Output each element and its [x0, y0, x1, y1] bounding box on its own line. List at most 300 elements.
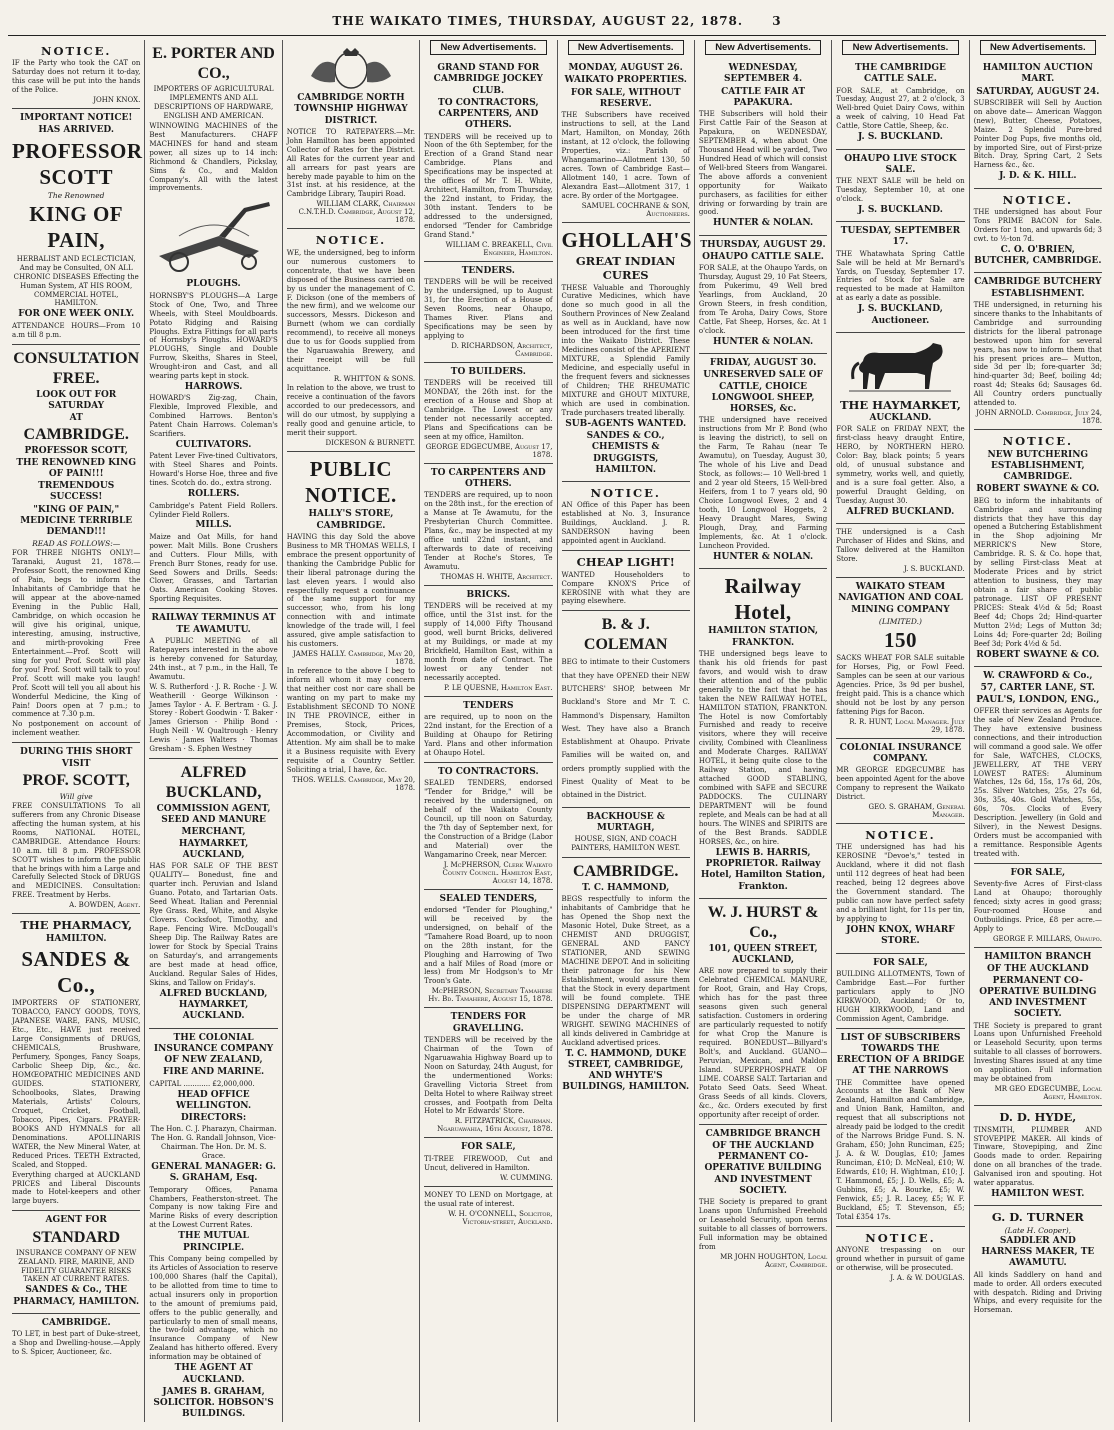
ad-signature: A. BOWDEN, Agent. [69, 901, 141, 910]
firewood-ad [424, 1138, 552, 1186]
bricks-ad [424, 586, 552, 697]
ad-body: THE undersigned has had his KEROSINE "Devoe's," tested in Auckland, where it did not flash until 112 degrees of heat had been reached, being 12 degrees above the Government standard. The public can now have perfect safety and a brilliant light, for 11s per tin, by applying to [836, 843, 965, 924]
brewery-notice-ad [287, 229, 415, 451]
ad-body: TENDERS will be received till MONDAY, the 26th inst. for the erection of a House and Shop at Cambridge. The Lowest or any tender not necessarily accepted. Plans and Specifications can be seen at my office, Hamilton. [424, 379, 553, 441]
ad-lead: LOOK OUT FOR SATURDAY [36, 389, 117, 411]
ad-heading: SEALED TENDERS, [439, 893, 538, 904]
ad-body: HORNSBY'S PLOUGHS—A Large Stock of One, Two, and Three Wheels, with Steel Mouldboards. Potato Ridging and Raising Ploughs. Extra Fittings for all parts of Hornsby's Ploughs. HOWARD'S PLOUGHS, Single and Double Furrow, Skeiths, Shares in Steel, Wrought-iron and Cast, and all wearing parts kept in stock. [149, 291, 278, 381]
hammond-chemist-ad [562, 858, 690, 1098]
ad-sub: 57, CARTER LANE, ST. PAUL'S, LONDON, ENG., [976, 683, 1100, 705]
ad-manager: GENERAL MANAGER: G. S. GRAHAM, Esq. [151, 1162, 276, 1184]
standard-insurance-ad [12, 1211, 140, 1314]
pharmacy-ad [12, 914, 140, 1211]
ad-sub: HALLY'S STORE, CAMBRIDGE. [308, 509, 394, 531]
tenders-house-ad [424, 262, 552, 363]
ad-title: ALFRED BUCKLAND, [165, 764, 262, 802]
ad-title-2: KING OF PAIN, [29, 202, 124, 253]
ad-sub-3: SUB-AGENTS WANTED. [565, 418, 687, 429]
ad-heading: THURSDAY, AUGUST 29. [700, 239, 826, 250]
money-to-lend-ad [424, 1187, 552, 1230]
ad-sub: OF THE AUCKLAND PERMANENT CO-OPERATIVE BUILDING AND INVESTMENT SOCIETY. [979, 964, 1097, 1020]
ad-body: SACKS WHEAT FOR SALE suitable for Horses, Pig, or Fowl Feed. Samples can be seen at our various Agencies. Price, 3s 9d per bushel, freight paid. This is a chance which should not be lost by any person fattening Pigs for Bacon. [836, 654, 965, 716]
ad-signature: JOHN KNOX, WHARF STORE. [846, 925, 955, 947]
ad-body: FOR SALE, at the Ohaupo Yards, on Thursday, August 29, 10 Fat Steers, from Pukerimu, 49 Well bred Yearlings, from Auckland, 20 Grown Steers, in fresh condition, from Te Aroha, Dairy Cows, Store Cattle, Fat Sheep, Horses, &c. At 1 o'clock. [698, 264, 828, 335]
ohaupo-cattle-sale-ad [699, 236, 827, 354]
grand-stand-ad [424, 59, 552, 262]
ad-body-2: In relation to the above, we trust to receive a continuation of the favors accorded to our predecessors, and will do our utmost, by supplying a really good and genuine article, to merit their support. [286, 384, 416, 437]
ad-body: TI-TREE FIREWOOD, Cut and Uncut, delivered in Hamilton. [424, 1154, 553, 1172]
ad-body: BUILDING ALLOTMENTS, Town of Cambridge East.—For further particulars apply to JNO KIRKWOOD, Auckland; Or to, HUGH KIRKWOOD, Land and Commission Agent, Cambridge. [836, 969, 965, 1023]
ad-heading: OHAUPO LIVE STOCK SALE. [844, 153, 957, 175]
ad-signature: HUNTER & NOLAN. [712, 218, 814, 229]
ad-heading: TO CONTRACTORS. [438, 766, 539, 777]
ad-names: W. S. Rutherford · J. R. Roche · J. W. Weatherill · George Wilkinson · James Taylor · A. F. Bertram · G. J. Storey · Robert Goodwin · T. Baker · James Grierson · Philip Bond · Hugh Neill · W. Qualtrough · Henry Lewis · James Walters · Thomas Gresham · S. Ephen Westney [149, 682, 278, 754]
trespass-notice-ad [836, 1227, 964, 1286]
ad-success: TREMENDOUS SUCCESS! [38, 481, 115, 503]
ad-heading: WEDNESDAY, SEPTEMBER 4. [724, 63, 803, 85]
ad-body: THE undersigned begs leave to thank his old friends for past favors, and would wish to draw their attention and of the public generally to the fact that he has taken the NEW RAILWAY HOTEL, HAMILTON STATION, FRANKTON. The Hotel is now Comfortably Furnished and ready to receive visitors, where they will receive civility, Combined with Cleanliness and Moderate Charges. RAILWAY HOTEL, it being quite close to the Railway Station, and having attached GOOD STABLING, combined with SAFE and SECURE PADDOCKS. The CULINARY DEPARTMENT will be found replete, and Meals can be had at all hours. The WINES and SPIRITS are of the Best Brands. SADDLE HORSES, &c., on hire. [698, 649, 828, 846]
ad-sub: FIRE AND MARINE. [163, 1067, 265, 1078]
railway-terminus-ad [149, 609, 277, 759]
ad-signature: J. S. BUCKLAND. [858, 132, 943, 143]
ad-body: FOR SALE, at Cambridge, on Tuesday, August 27, at 2 o'clock, 3 Well-bred Quiet Dairy Cows, within a week of calving, 10 Head Fat Cattle, Store Cattle, Sheep, &c. [836, 86, 965, 131]
ad-body: MONEY TO LEND on Mortgage, at the usual rate of interest. [424, 1190, 553, 1208]
hamilton-building-society-ad [974, 948, 1102, 1106]
ad-body: Cambridge's Patent Field Rollers. Cylinder Field Rollers. [149, 501, 278, 519]
ad-heading: NOTICE. [315, 233, 387, 248]
ad-body: A PUBLIC MEETING of all Ratepayers interested in the above is hereby convened for Saturday, 24th inst., at 7 p.m., in the Hall, Te Awamutu. [149, 636, 278, 681]
ad-body: NOTICE TO RATEPAYERS.—Mr. John Hamilton has been appointed Collector of Rates for the District. All Rates for the current year and all arrears for past years are hereby made payable to him on the 31st inst. at his residence, at the Cambridge Library, Taupiri Road. [286, 127, 416, 199]
ad-signature: J. S. BUCKLAND. [858, 204, 943, 215]
column-6 [695, 40, 832, 1422]
ad-body: THE Society is prepared to grant Loans upon Unfurnished Freehold or Leasehold Security, upon terms suitable to all classes of borrowers. Full information may be obtained from [698, 1198, 828, 1251]
swayne-butchering-ad [974, 430, 1102, 667]
ad-heading: FOR SALE, [1010, 868, 1066, 879]
ad-body: WINNOWING MACHINES of the Best Manufacturers. CHAFF MACHINES for hand and steam power, all sizes up to 14 inch: Richmond & Chandlers, Pickslay, Sims & Co., and Maldon Company's. All with the latest improvements. [149, 121, 278, 193]
railway-hotel-ad [699, 569, 827, 899]
prof-scott-visit-ad [12, 743, 140, 914]
steam-navigation-ad [836, 578, 964, 739]
ad-town: CAMBRIDGE. [23, 426, 129, 444]
ad-signature: R. R. HUNT, Local Manager. July 29, 1878. [849, 717, 965, 734]
ad-demand: "KING OF PAIN," MEDICINE TERRIBLE DEMAND!!! [20, 504, 133, 538]
ad-sub: UNRESERVED SALE OF CATTLE, CHOICE LONGWOOL SHEEP, HORSES, &c. [703, 370, 823, 415]
section-tab: New Advertisements. [980, 40, 1096, 55]
ad-body: BEGS respectfully to inform the inhabitants of Cambridge that he has Opened the Shop next the Masonic Hotel, Duke Street, as a CHEMIST AND DRUGGIST, GENERAL AND FANCY STATIONER, AND SEWING MACHINE DEPOT. And in soliciting their patronage for his New Establishment, would assure them that the Stock in every department will be found complete. THE DISPENSING DEPARTMENT will be under the charge of MR WRIGHT. SEWING MACHINES of all kinds delivered in Cambridge at Auckland advertised prices. [561, 895, 690, 1047]
haymarket-horse-ad [836, 333, 964, 524]
ad-heading: TO BUILDERS. [450, 366, 526, 377]
notice-cat [12, 40, 140, 109]
consultation-ad [12, 345, 140, 744]
cambridge-cattle-sale-ad [836, 59, 964, 150]
ad-signature: JAMES B. GRAHAM, SOLICITOR. HOBSON'S BUILDINGS. [153, 1386, 274, 1420]
ad-body: WANTED Householders to Compare KNOX'S Price of KEROSINE with what they are paying elsewhere. [561, 570, 690, 606]
ad-signature: J. A. & W. DOUGLAS. [890, 1274, 965, 1282]
ad-heading: THE PHARMACY, [20, 918, 133, 933]
plough-illustration-icon [149, 196, 279, 276]
column-2 [145, 40, 282, 1422]
ad-body: HAVING this day Sold the above Business to MR THOMAS WELLS, I embrace the present opportunity of thanking the Cambridge Public for their liberal patronage during the last eleven years. I would also respectfully request a continuance of the same support for my successor, who, from his long connection with and intimate knowledge of the trade will, I feel assured, give ample satisfaction to his customers. [286, 532, 416, 649]
ad-sub: WAIKATO PROPERTIES. [564, 75, 687, 86]
column-7 [832, 40, 969, 1422]
ad-signature: W. CUMMING. [500, 1173, 553, 1182]
ad-signature: ROBERT SWAYNE & CO. [976, 649, 1100, 660]
ad-body: TENDERS are required, up to noon on the 28th inst., for the erection of a Manse at Te Awamutu, for the Presbyterian Church Committee. Plans, &c., may be inspected at my office until 22nd instant, and afterwards to date of receiving Tender at Roche's Stores, Te Awamutu. [424, 491, 553, 571]
ad-body: WE, the undersigned, beg to inform our numerous customers to concentrate, that we have been disposed of the Business carried on by us under the management of C. F. Dickson (one of the members of the new firm), and we welcome our successors, Messrs. Dickeson and Burnett (whom we can cordially recommend), to receive all moneys due to us for Goods supplied from the Ngaruawahia Brewery, and their receipt will be full acquittance. [286, 248, 416, 374]
ad-body: THE Subscribers have received instructions to sell, at the Land Mart, Hamilton, on Monday, 26th instant, at 12 o'clock, the following Properties, viz.: Parish of Whangamarino—Allotment 130, 50 acres. Town of Cambridge East—Allotment 140, 1 acre. Town of Alexandra East—Allotment 317, 1 acre. By order of the Mortgagee. [561, 111, 690, 200]
masthead [8, 14, 1106, 36]
ad-body: Patent Lever Five-tined Cultivators, with Steel Shares and Points. Howard's Horse Hoe, three and five tines. Scotch do. do., extra strong. [149, 452, 278, 488]
ad-heading: CAMBRIDGE BRANCH [705, 1128, 821, 1139]
ad-directors: The Hon. C. J. Pharazyn, Chairman. The Hon. G. Randall Johnson, Vice-Chairman. The Hon. Dr. M. S. Grace. [150, 1125, 277, 1161]
ad-title: SANDES & Co., [21, 946, 131, 998]
ad-signature: GEO. S. GRAHAM, General Manager. [868, 803, 965, 820]
ad-number: 150 [883, 627, 917, 652]
column-4 [420, 40, 557, 1422]
ad-lead: DURING THIS SHORT VISIT [20, 747, 133, 769]
ad-heading: FOR SALE, [460, 1142, 516, 1153]
ad-lead: AGENT FOR [45, 1215, 107, 1226]
ad-signature: LEWIS B. HARRIS, PROPRIETOR. Railway Hotel, Hamilton Station, Frankton. [700, 847, 826, 892]
ad-title: PUBLIC NOTICE. [305, 456, 397, 508]
ad-heading: COLONIAL INSURANCE COMPANY. [839, 742, 962, 765]
ad-heading: CONSULTATION FREE. [13, 349, 140, 387]
ad-sub-2: ROBERT SWAYNE & CO. [976, 484, 1100, 495]
alfred-buckland-ad [149, 759, 277, 1028]
ad-signature: HUNTER & NOLAN. [712, 336, 814, 347]
ad-body: HAS FOR SALE OF THE BEST QUALITY— Bonedust, fine and quarter inch. Peruvian and Island Guano. Potato, and Tartarian Oats. Seed Wheat. Italian and Perennial Rye Grass. Red, White, and Alsyke Clovers. Cocksfoot, Timothy, and Rape. Fencing Wire. McDougall's Sheep Dip. The Railway Rates are lower for Stock by Special Trains on Saturday's, and arrangements are best made at head office, Auckland. Regular Sales of Hides, Skins, and Tallow on Friday's. [149, 862, 278, 987]
hurst-manure-ad [699, 899, 827, 1125]
colonial-insurance-agent-ad [836, 739, 964, 824]
colonial-insurance-ad [149, 1029, 277, 1422]
building-allotments-ad [836, 954, 964, 1029]
ad-body: FREE CONSULTATIONS To all sufferers from any Chronic Disease affecting the human system, at his Rooms, NATIONAL HOTEL, CAMBRIDGE. Attendance Hours: 10 a.m. till 8 p.m. PROFESSOR SCOTT wishes to inform the public that he brings with him a Large and Carefully Selected Stock of DRUGS and MEDICINES. Consultation: FREE. Treatment by Herbs. [12, 801, 141, 900]
ad-sub: T. C. HAMMOND, [582, 883, 670, 894]
ad-lead: IMPORTANT NOTICE! [20, 113, 133, 124]
section-tab: New Advertisements. [430, 40, 546, 55]
ad-body: IMPORTERS OF STATIONERY, TOBACCO, FANCY GOODS, TOYS, JAPANESE WARE, FANS, MUSIC, Etc., Etc., HAVE just received Large Consignments of DRUGS, CHEMICALS, Brushware, Perfumery, Sponges, Fancy Soaps, Carbolic Sheep Dip, &c., &c. HOMŒOPATHIC MEDICINES AND GUIDES. STATIONERY, Schoolbooks, Slates, Drawing Materials, Artists' Colours, Croquet, Cricket, Football, Tobacco, Pipes, Cigars. PRAYER-BOOKS AND HYMNALS for all Denominations. APOLLINARIS WATER, the New Mineral Water, at Reduced Prices. TEETH Extracted, Scaled, and Stopped. [12, 999, 141, 1169]
ad-signature: D. RICHARDSON, Architect, Cambridge. [451, 341, 553, 358]
turner-saddler-ad [974, 1206, 1102, 1319]
coleman-butchers-ad [562, 611, 690, 807]
ad-title: PROF. SCOTT, [22, 771, 130, 789]
ad-heading: NOTICE. [865, 828, 936, 843]
ad-signature: MR GEO EDGECUMBE, Local Agent, Hamilton. [994, 1085, 1102, 1102]
whatawhata-sale-ad [836, 222, 964, 333]
ad-body: Seventy-five Acres of First-class Land at Ohaupo; thoroughly fenced; sixty acres in good grass; Four-roomed House and Outbuildings. Price, £8 per acre.—Apply to [973, 880, 1102, 934]
ad-body: THE undersigned, in returning his sincere thanks to the Inhabitants of Cambridge and surrounding districts for the liberal patronage bestowed upon him for several years, has now to inform them that his present prices are— Mutton, side 3d per lb; fore-quarter 3d; hind-quarter 3d; Beef, boiling 4d; roast 4d; Steaks 6d; Sausages 6d. All Country orders punctually attended to. [973, 300, 1102, 408]
ad-heading: NOTICE. [865, 1230, 936, 1245]
hides-purchaser-ad [836, 524, 964, 578]
ad-signature: MR JOHN HOUGHTON, Local Agent, Cambridge. [720, 1252, 828, 1269]
ad-heading: GRAND STAND FOR CAMBRIDGE JOCKEY CLUB. [433, 63, 543, 96]
ad-body: THESE Valuable and Thoroughly Curative Medicines, which have done so much good in all the Southern Provinces of New Zealand as well as in Auckland, have now been introduced for the first time into the Waikato District. These Medicines consist of the APERIENT MIXTURE, a Splendid Family Medicine, and especially useful in the frequent fevers and sicknesses of Children; THE RHEUMATIC MIXTURE and GHOUT MIXTURE, which are used in combination. Trade purchasers treated liberally. [561, 283, 690, 417]
ad-body: THE undersigned has about Four Tons PRIME BACON for Sale. Orders for 1 ton, and upwards 6d; 3 cwt. to ½-ton 7d. [973, 208, 1102, 243]
ad-title: BACKHOUSE & MURTAGH, [586, 811, 665, 833]
ad-signature: ALFRED BUCKLAND. [846, 507, 955, 518]
ad-town: HAYMARKET, AUCKLAND, [178, 838, 249, 861]
ad-body: FOR THREE NIGHTS ONLY!— Taranaki, August 21, 1878.—Professor Scott, the renowned King of Pain, begs to inform the Inhabitants of Cambridge that he will appear at the above-named Evening in the Public Hall, Cambridge, on which occasion he will give his original, unique, interesting, amusing, instructive, and mirth-provoking Free Entertainment.—Prof. Scott will sing for you! Prof. Scott will play for you! Prof. Scott will talk to you! Prof. Scott will make you laugh! Prof. Scott will tell you all about his Wonderful Medicine, the King of Pain! Doors open at 7 p.m.; to commence at 7.30 p.m. [12, 549, 141, 719]
ad-sub: OF THE AUCKLAND PERMANENT CO-OPERATIVE BUILDING AND INVESTMENT SOCIETY. [704, 1140, 822, 1196]
ad-body: Temporary Offices, Panama Chambers, Featherston-street. The Company is now taking Fire and Marine Risks of every description at the Lowest Current Rates. [149, 1185, 278, 1230]
ad-read: READ AS FOLLOWS:— [32, 539, 121, 549]
ad-town: HAMILTON. [45, 933, 107, 944]
section-tab: New Advertisements. [842, 40, 958, 55]
section-heading: THE MUTUAL PRINCIPLE. [178, 1231, 249, 1253]
ad-body: IF the Party who took the CAT on Saturday does not return it to-day, this case will be put into the hands of the Police. [12, 59, 141, 95]
ad-body: MR GEORGE EDGECUMBE has been appointed Agent for the above Company to represent the Waikato District. [836, 766, 965, 802]
ad-sub: SATURDAY, AUGUST 24. [976, 86, 1100, 97]
ad-body: BEG to inform the inhabitants of Cambridge and surrounding districts that they have this day opened a Butchering Establishment in the Shop adjoining Mr MERRICK'S New Store, Cambridge. R. S. & Co. hope that, by selling First-class Meat at Moderate Prices and by strict attention to business, they may obtain a fair share of public patronage. LIST OF PRESENT PRICES: Steak 4½d & 5d; Roast Beef 4d; Chops 2d; Hind-quarter Mutton 2½d; Legs of Mutton 3d; Loins 4d; Fore-quarter 2d; Boiling Beef 3d; Pork 4½d & 5d. [973, 496, 1102, 648]
ad-closing: Everything charged at AUCKLAND PRICES and Liberal Discounts made to Hotel-keepers and other large buyers. [12, 1170, 141, 1206]
carpenters-ad [424, 464, 552, 586]
ad-body: THE NEXT SALE will be held on Tuesday, September 10, at one o'clock. [836, 177, 965, 203]
section-heading: CULTIVATORS. [175, 440, 252, 451]
section-heading: ROLLERS. [187, 489, 240, 500]
ad-signature: P. LE QUESNE, Hamilton East. [444, 683, 553, 692]
ad-heading: NOTICE. [1002, 192, 1073, 207]
ad-body: TO LET, in best part of Duke-street, a Shop and Dwelling-house.—Apply to S. Spicer, Auctioneer, &c. [12, 1330, 141, 1357]
auction-mart-ad [974, 59, 1102, 189]
ad-body: THE undersigned have received instructions from Mr P. Bond (who is leaving the district), to sell on the Farm, Te Rahau (near Te Awamutu), on Tuesday, August 30, The whole of his Live and Dead Stock, as follows:— 10 Well-bred 1 and 2 year old Steers, 15 Well-bred Heifers, from 1 to 7 years old, 90 Choice Longwool Ewes, 2 and 4 tooth, 10 Longwool Hoggets, 2 Heavy Draught Mares, Swing Plough, Dray, and Farming Implements, &c. At 1 o'clock. Luncheon Provided. [698, 416, 828, 550]
ad-body: ANYONE trespassing on our ground whether in pursuit of game or otherwise, will be prosecuted. [836, 1246, 965, 1273]
ad-signature: HAMILTON WEST. [991, 1189, 1085, 1200]
ad-signature: JOHN ARNOLD. Cambridge, July 24, 1878. [976, 409, 1102, 426]
column-8 [970, 40, 1106, 1422]
ad-signature: SANDES & Co., THE PHARMACY, HAMILTON. [13, 1285, 140, 1307]
ad-signature: R. WHITTON & SONS. [333, 375, 416, 384]
ad-sub: CATTLE FAIR AT PAPAKURA. [721, 86, 806, 108]
ad-body: HOWARD'S Zig-zag, Chain, Flexible, Improved Flexible, and Combined Harrows. Benton's Patent Chain Harrows. Coleman's Scarifiers. [149, 394, 278, 439]
ohaupo-tenders-ad [424, 697, 552, 763]
ad-heading: CAMBRIDGE NORTH TOWNSHIP HIGHWAY DISTRICT. [294, 93, 408, 126]
to-builders-ad [424, 363, 552, 464]
ad-agent: THE AGENT AT AUCKLAND. [174, 1363, 253, 1385]
ad-heading: FOR SALE, [873, 957, 928, 968]
ad-sub: TO CONTRACTORS, CARPENTERS, AND OTHERS. [438, 97, 539, 131]
section-heading: HARROWS. [184, 382, 243, 393]
ad-town: AUCKLAND. [869, 413, 932, 424]
painters-ad [562, 808, 690, 858]
hyde-tinsmith-ad [974, 1106, 1102, 1206]
ad-title: Railway Hotel, [724, 573, 802, 625]
ad-body: THE Society is prepared to grant Loans upon Unfurnished Freehold or Leasehold Security, upon terms suitable to all classes of borrowers. Investing Shares issued at any time on application. Full information may be obtained from [973, 1021, 1102, 1084]
ad-tagline: The Renowned [47, 191, 105, 201]
column-1 [8, 40, 145, 1422]
ad-heading: TENDERS [463, 700, 514, 711]
ad-body: BEG to intimate to their Customers that they have OPENED their NEW BUTCHERS' SHOP, between Mr Buckland's Store and Mr T. C. Hammond's Dispensary, Hamilton West. They have also a Branch Establishment at Ohaupo. Private Families will be waited on, and orders promptly supplied with the Finest Quality of Meat to be obtained in the District. [561, 658, 690, 800]
ad-body: TENDERS will be received up to Noon of the 6th September, for the Erection of a Grand Stand near Cambridge. Plans and Specifications may be inspected at the offices of Mr T. H. White, Architect, Hamilton, from Thursday, the 22nd instant, to Friday, the 30th instant. Tenders to be addressed to the undersigned, endorsed "Tender for Cambridge Grand Stand." [424, 132, 553, 239]
hallys-store-ad [287, 452, 415, 796]
ad-sub: PROFESSOR SCOTT, THE RENOWNED KING OF PAIN!!! [16, 446, 137, 479]
ad-signature: T. C. HAMMOND, DUKE STREET, CAMBRIDGE, AND WHYTE'S BUILDINGS, HAMILTON. [562, 1048, 690, 1093]
crawford-london-ad [974, 667, 1102, 864]
ad-signature: J. D. & K. HILL. [999, 171, 1077, 182]
ad-heading: BRICKS. [466, 589, 511, 600]
ad-signature: JOHN KNOX. [93, 96, 141, 105]
ad-note: No postponement on account of inclement weather. [12, 720, 141, 738]
ad-heading: NOTICE. [1002, 434, 1073, 449]
ad-lead-2: AT [69, 413, 83, 424]
ad-heading: G. D. TURNER [991, 1210, 1084, 1225]
column-3 [283, 40, 420, 1422]
section-tab: New Advertisements. [705, 40, 821, 55]
ad-signature: WILLIAM C. BREAKELL, Civil Engineer, Hamilton. [445, 240, 553, 257]
ad-capital: CAPITAL ............ £2,000,000. [149, 1079, 255, 1088]
ad-body: TENDERS will be received by the Chairman of the Town of Ngaruawahia Highway Board up to Noon on Saturday, 24th August, for the undermentioned Works: Gravelling Victoria Street from Delta Hotel to where Railway street crosses, and Footpath from Delta Hotel to Mr Edwards' Store. [424, 1035, 553, 1116]
ad-title: E. PORTER AND CO., [152, 45, 275, 82]
section-heading: MILLS. [195, 520, 232, 531]
ad-heading: W. CRAWFORD & Co., [983, 671, 1093, 682]
ad-heading: RAILWAY TERMINUS AT TE AWAMUTU. [151, 613, 276, 635]
ad-signature: J. S. BUCKLAND, Auctioneer. [858, 304, 943, 326]
ad-signature: R. FITZPATRICK, Chairman. Ngaruawahia, 16th August, 1878. [437, 1117, 553, 1134]
ad-body: This Company being compelled by its Articles of Association to reserve 100,000 Shares (half the Capital), to be allotted from time to time to actual insurers only in proportion to the amount of premiums paid, offers to the public generally, and particularly to men of small means, the two-fold advantage, which no Insurance Company of New Zealand has hitherto offered. Every information may be obtained of [149, 1254, 278, 1362]
ad-body: SEALED TENDERS, endorsed "Tender for Bridge," will be received by the undersigned, on behalf of the Waikato County Council, up till noon on Saturday, the 7th day of September next, for the Construction of a Bridge (Labor and Material) over the Wangamarino Creek, near Mercer. [424, 778, 553, 859]
ad-signature: J. McPHERSON, Clerk Waikato County Council. Hamilton East, August 14, 1878. [442, 860, 553, 885]
bacon-notice-ad [974, 189, 1102, 274]
ad-body: endorsed "Tender for Ploughing," will be received by the undersigned, on behalf of the "Tamahere Road Board, up to noon on the 28th instant, for the Ploughing and Harrowing of Two and a half Miles of Road (more or less) from Mr Hodgson's to Mr Troon's Gate. [424, 905, 553, 986]
columns [8, 40, 1106, 1422]
royal-crest-icon [291, 46, 411, 90]
ad-title: CAMBRIDGE. [573, 863, 679, 881]
ad-title: PROFESSOR SCOTT [12, 138, 143, 189]
ghollahs-cures-ad [561, 223, 693, 483]
butchery-establishment-ad [974, 273, 1102, 430]
ad-signature: McPHERSON, Secretary Tamahere Hy. Bd. Tamahere, August 15, 1878. [428, 987, 553, 1004]
draught-horse-icon [845, 339, 955, 395]
ad-body: OFFER their services as Agents for the sale of New Zealand Produce. They have extensive business connections, and their introduction will command a good sale. We offer for Sale, WATCHES, CLOCKS, JEWELLERY, AT THE VERY LOWEST RATES: Aluminum Watches, 12s 6d, 15s, 17s 6d, 20s, 25s. Silver Watches, 25s, 27s 6d, 30s, 35s, 40s. Gold Watches, 55s, 60s, 70s. Clocks of Every Description. Jewellery (in Gold and Silver), in the Newest Designs. Orders must be accompanied with a remittance. Responsible Agents treated with. [973, 706, 1102, 859]
cheap-light-ad [562, 551, 690, 611]
ad-body: SUBSCRIBER will Sell by Auction on above date— American Waggon (new), Butter, Cheese, Potatoes, Maize. 2 Splendid Pure-bred Pointer Dog Pups, five months old, by imported Sire, out of First-prize Bitch. Dray, Spring Cart, 2 Sets Harness &c., &c. [973, 98, 1102, 170]
ad-heading: HAMILTON AUCTION MART. [982, 63, 1093, 85]
ad-body: TENDERS will be received at my office, until the 31st inst. for the supply of 14,000 Fifty Thousand good, well burnt Bricks, delivered at my Buildings, or made at my Brickfield, Hamilton East, within a month from date of Contract. The lowest or any tender not necessarily accepted. [424, 602, 553, 682]
ad-signature: J. S. BUCKLAND. [903, 565, 965, 574]
ad-signature-2: DICKESON & BURNETT. [325, 438, 416, 447]
ad-sub: (LIMITED.) [878, 616, 922, 626]
ad-signature: HUNTER & NOLAN. [712, 551, 814, 562]
ad-signature: THOMAS H. WHITE, Architect. [440, 572, 553, 581]
ad-sub: COMMISSION AGENT, SEED AND MANURE MERCHANT, [156, 804, 271, 837]
ad-sub: GREAT INDIAN CURES [575, 253, 676, 283]
ad-body: THE undersigned is a Cash Purchaser of Hides and Skins, and Tallow delivered at the Hamilton Store. [836, 528, 965, 564]
ad-heading: TUESDAY, SEPTEMBER 17. [840, 226, 961, 248]
ad-lead-2: HAS ARRIVED. [38, 125, 115, 136]
ad-heading: NOTICE. [40, 44, 112, 58]
ad-sub: HAMILTON STATION, FRANKTON. [708, 626, 818, 648]
ad-title: B. & J. COLEMAN [583, 616, 668, 654]
ad-sub-2: FOR SALE, WITHOUT RESERVE. [570, 87, 681, 109]
ad-heading: WAIKATO STEAM NAVIGATION AND COAL MINING COMPANY [838, 582, 963, 615]
ad-body: AN Office of this Paper has been established at No. 3, Insurance Buildings, Auckland. J. R. SANDERSON having been appointed agent in Auckland. [561, 501, 690, 546]
ad-heading: D. D. HYDE, [999, 1110, 1077, 1125]
ad-hours: ATTENDANCE HOURS—From 10 a.m till 8 p.m. [12, 321, 141, 339]
professor-scott-ad [12, 109, 143, 344]
ad-signature: GEORGE EDGECUMBE, August 17, 1878. [425, 442, 553, 459]
ad-body: THE Subscribers will hold their First Cattle Fair of the Season at Papakura, on WEDNESDAY, SEPTEMBER 4, when about One Thousand Head will be yarded, Two Hundred Head of which will consist of Well-bred Steers from Wangarei. The above affords a convenient opportunity for Waikato purchasers, as facilities for either driving or forwarding by train are good. [698, 110, 828, 217]
ad-title: STANDARD [32, 1228, 121, 1246]
ad-heading: THE COLONIAL INSURANCE COMPANY OF NEW ZEALAND, [153, 1032, 274, 1066]
ad-signature: GEORGE F. MILLARS, Ohaupo. [992, 935, 1102, 943]
ad-body: All kinds Saddlery on hand and made to order. All orders executed with despatch. Riding and Driving Whips, and every requisite for the Horseman. [973, 1270, 1102, 1315]
ad-signature: WILLIAM CLARK, Chairman C.N.T.H.D. Cambridge, August 12, 1878. [298, 200, 416, 225]
cambridge-to-let-ad [12, 1314, 140, 1361]
papakura-cattle-fair-ad [699, 59, 827, 236]
ad-heading: LIST OF SUBSCRIBERS TOWARDS THE ERECTION OF A BRIDGE AT THE NARROWS [836, 1032, 965, 1077]
ad-title: W. J. HURST & Co., [707, 903, 819, 941]
bridge-subscribers-ad [836, 1029, 964, 1227]
ad-body: THE Committee have opened Accounts at the Bank of New Zealand, Hamilton and Cambridge, and Union Bank, Hamilton, and request that all subscriptions not already paid be lodged to the credit of the Narrows Bridge Fund. S. N. Graham, £50; John Runciman, £25; J. A. & W. Douglas, £10; James Runciman, £10; D. McNeal, £10; W. Edwards, £10; H. Wightman, £10; J. T. Hammond, £5; J. D. Wells, £5; A. Gubbins, £5; A. Bourke, £5; W. Fenwick, £5; J. R. Lacey, £5; W. F. Buckland, £5; T. Stevenson, £5; Total £354 17s. [836, 1078, 965, 1221]
ad-office: HEAD OFFICE WELLINGTON. [176, 1089, 252, 1111]
ad-signature-2: THOS. WELLS. Cambridge, May 20, 1878. [292, 775, 416, 792]
ad-sub: NEW BUTCHERING ESTABLISHMENT, CAMBRIDGE. [987, 449, 1089, 483]
ad-heading: TO CARPENTERS AND OTHERS. [430, 467, 546, 490]
ad-body: ARE now prepared to supply their Celebrated CHEMICAL MANURE, for Root, Grain, and Hay Crops, which has for the past three seasons given such general satisfaction. Customers in ordering are particularly requested to notify for what Crop the Manure is required. BONEDUST—Billyard's Bolt's, and Auckland. GUANO—Peruvian, Mexican, and Maldon Island. SUPERPHOSPHATE OF LIME. COARSE SALT. Tartarian and Potato Seed Oats. Seed Wheat. Grass Seeds of all kinds. Clovers, &c., &c. Orders executed by first opportunity after receipt of order. [698, 967, 828, 1119]
ad-heading: MONDAY, AUGUST 26. [568, 63, 683, 73]
ad-signature: W. H. O'CONNELL, Solicitor, Victoria-street, Auckland. [448, 1209, 553, 1226]
ad-body: THE Whatawhata Spring Cattle Sale will be held at Mr Bernard's Yards, on Tuesday, September 17. Entries of Stock for Sale are requested to be made at Hamilton at as early a date as possible. [836, 249, 965, 303]
ad-body: HOUSE, SIGN, AND COACH PAINTERS, HAMILTON WEST. [571, 835, 681, 853]
masthead-title: THE WAIKATO TIMES, THURSDAY, AUGUST 22, 1878. [332, 14, 744, 28]
porter-co-ad [149, 40, 277, 609]
ad-sub: Will give [59, 791, 93, 801]
ad-signature: JAMES HALLY. Cambridge, May 20, 1878. [292, 650, 416, 667]
ad-directors-label: DIRECTORS: [180, 1113, 247, 1124]
ad-heading: HAMILTON BRANCH [984, 952, 1092, 962]
to-contractors-ad [424, 763, 552, 890]
ad-sub: (Late H. Cooper), [1004, 1225, 1072, 1235]
ohaupo-live-stock-ad [836, 150, 964, 223]
ad-title: THE HAYMARKET, [839, 397, 961, 412]
ad-body: TENDERS will be will be received by the undersigned, up to August 31, for the Erection of a House of Seven Rooms, near Ohaupo, Thames River. Plans and Specifications may be seen by applying to [424, 278, 553, 340]
unreserved-sale-ad [699, 354, 827, 569]
ad-title: GHOLLAH'S [561, 227, 693, 252]
column-5 [558, 40, 695, 1422]
ad-body-2: In reference to the above I beg to inform all whom it may concern that neither cost nor care shall be wanting on my part to make my Establishment SECOND TO NONE IN THE PROVINCE, either in Premises, Stock, Prices, Accommodation, or Civility and Attention. My aim shall be to make it a Business requisite with Every requisite of a Country Settler. Soliciting a trial, I have, &c. [286, 667, 416, 774]
ad-body: Maize and Oat Mills, for hand power. Malt Mills. Bone Crushers and Cutters. Flour Mills, with French Burr Stones, ready for use. Seed Sowers and Drills. Seeds: Clover, Grasses, and Tartarian Oats. American Cooking Stoves. Sporting Requisites. [149, 532, 278, 604]
kerosine-notice-ad [836, 824, 964, 953]
ad-body: TINSMITH, PLUMBER AND STOVEPIPE MAKER. All kinds of Tinware, Stovepiping, and Zinc Goods made to order. Repairing done on all branches of the trade. Galvanised iron and spouting. Hot water apparatus. [973, 1125, 1102, 1188]
ohaupo-land-sale-ad [974, 864, 1102, 948]
cambridge-building-society-ad [699, 1125, 827, 1273]
gravelling-tenders-ad [424, 1008, 552, 1138]
section-heading: PLOUGHS. [186, 279, 241, 290]
waikato-properties-ad [562, 59, 690, 223]
ad-heading: TENDERS. [461, 265, 515, 276]
ad-heading: CAMBRIDGE BUTCHERY ESTABLISHMENT. [974, 277, 1102, 299]
ad-note: FOR ONE WEEK ONLY. [18, 309, 135, 320]
ad-body: HERBALIST AND ECLECTICIAN, And may be Consulted, ON ALL CHRONIC DISEASES Effecting the Human System, AT HIS ROOM, COMMERCIAL HOTEL, HAMILTON. [13, 254, 139, 308]
ad-body: are required, up to noon on the 22nd instant, for the Erection of a Building at Ohaupo for Retiring Yard. Plans and other information at Ohaupo Hotel. [424, 712, 553, 757]
ad-sub: 101, QUEEN STREET, AUCKLAND, [708, 943, 818, 966]
ad-signature: ALFRED BUCKLAND, HAYMARKET, AUCKLAND. [159, 988, 268, 1022]
ploughing-tenders-ad [424, 890, 552, 1009]
page-number: 3 [772, 14, 782, 28]
ad-sub-2: SADDLER AND HARNESS MAKER, TE AWAMUTU. [981, 1235, 1095, 1269]
ad-heading: TENDERS FOR GRAVELLING. [450, 1012, 526, 1034]
highway-district-ad [287, 40, 415, 229]
ad-sub: OHAUPO CATTLE SALE. [702, 251, 824, 262]
ad-heading: THE CAMBRIDGE CATTLE SALE. [854, 63, 946, 85]
ad-heading: NOTICE. [590, 486, 661, 501]
ad-heading: CAMBRIDGE. [41, 1317, 111, 1328]
ad-signature: C. O. O'BRIEN, BUTCHER, CAMBRIDGE. [974, 244, 1102, 267]
ad-body: FOR SALE on FRIDAY NEXT, the first-class heavy draught Entire, HERO, by NORTHERN HERO. Color: Bay, black points; 5 years old, of unusual substance and symmetry, works well, and quietly, and is a sure foal getter. Also, a powerful Draught Gelding, on Tuesday, August 30. [836, 425, 965, 506]
ad-signature: SANDES & CO., CHEMISTS & DRUGGISTS, HAMILTON. [586, 431, 665, 475]
ad-heading: CHEAP LIGHT! [576, 555, 675, 570]
ad-body: INSURANCE COMPANY OF NEW ZEALAND. FIRE, MARINE, AND FIDELITY GUARANTEE RISKS TAKEN AT CURRENT RATES. [16, 1248, 137, 1284]
ad-sub: IMPORTERS OF AGRICULTURAL IMPLEMENTS AND ALL DESCRIPTIONS OF HARDWARE, ENGLISH AND AMERICAN. [153, 85, 274, 120]
